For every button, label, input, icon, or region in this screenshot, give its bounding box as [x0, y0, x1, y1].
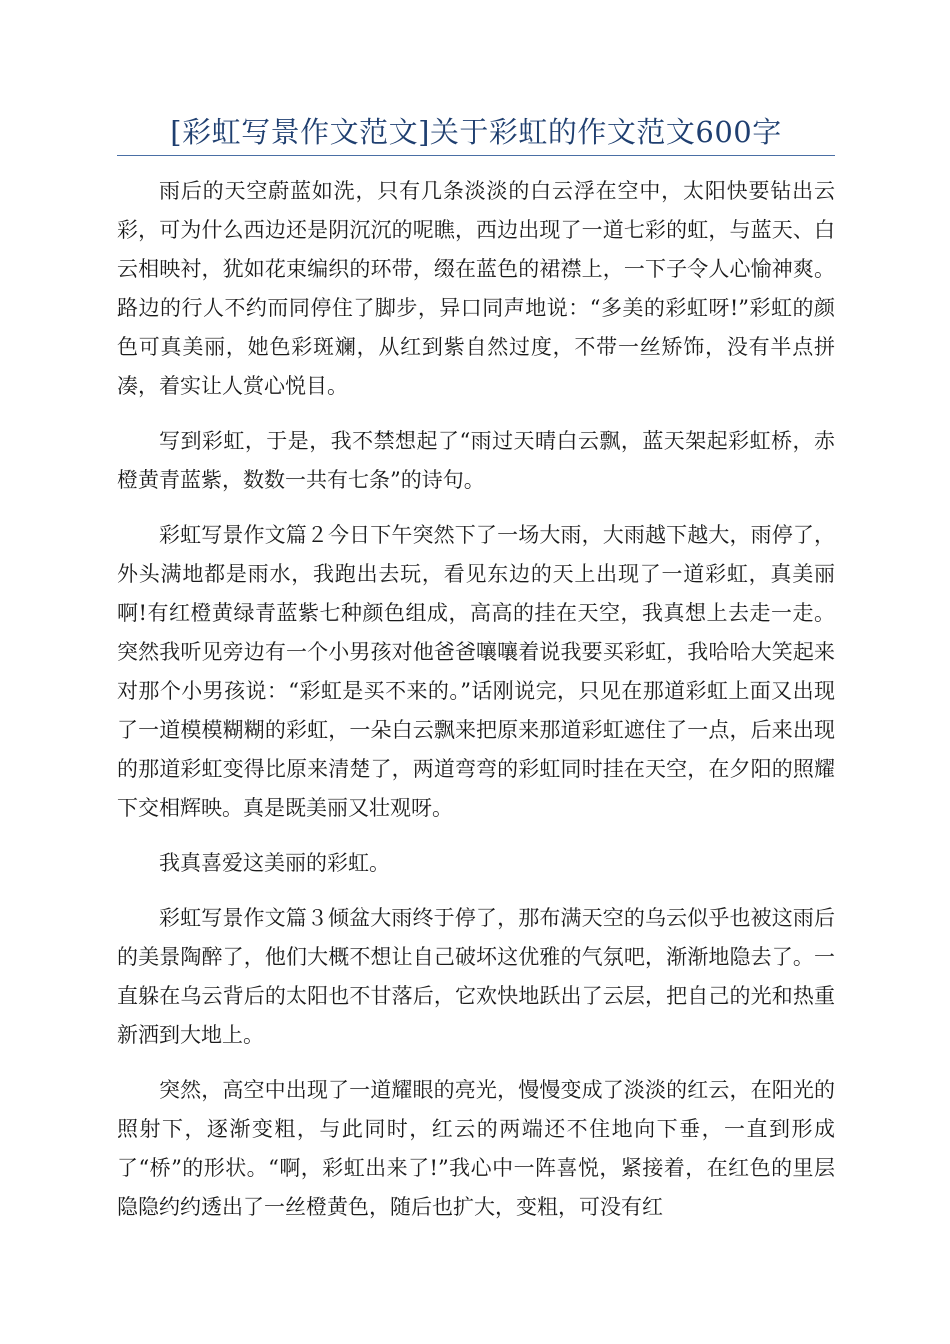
document-title: [彩虹写景作文范文]关于彩虹的作文范文600字 — [170, 115, 782, 149]
document-body — [117, 172, 835, 1243]
paragraph-5: 彩虹写景作文篇３倾盆大雨终于停了，那布满天空的乌云似乎也被这雨后的美景陶醉了，他们大概不想让自己破坏这优雅的气氛吧，渐渐地隐去了。一直躲在乌云背后的太阳也不甘落后，它欢快地跃出了云层，把自己的光和热重新洒到大地上。 — [117, 906, 835, 1047]
paragraph-4: 我真喜爱这美丽的彩虹。 — [159, 851, 390, 875]
paragraph-6: 突然，高空中出现了一道耀眼的亮光，慢慢变成了淡淡的红云，在阳光的照射下，逐渐变粗，与此同时，红云的两端还不住地向下垂，一直到形成了“桥”的形状。“啊，彩虹出来了!”我心中一阵喜悦，紧接着，在红色的里层隐隐约约透出了一丝橙黄色，随后也扩大，变粗，可没有红 — [117, 1078, 835, 1219]
title-underline — [117, 155, 835, 156]
paragraph-2: 写到彩虹，于是，我不禁想起了“雨过天晴白云飘，蓝天架起彩虹桥，赤橙黄青蓝紫，数数一共有七条”的诗句。 — [117, 429, 835, 492]
paragraph-3: 彩虹写景作文篇２今日下午突然下了一场大雨，大雨越下越大，雨停了，外头满地都是雨水，我跑出去玩，看见东边的天上出现了一道彩虹，真美丽啊!有红橙黄绿青蓝紫七种颜色组成，高高的挂在天空，我真想上去走一走。突然我听见旁边有一个小男孩对他爸爸嚷嚷着说我要买彩虹，我哈哈大笑起来对那个小男孩说：“彩虹是买不来的。”话刚说完，只见在那道彩虹上面又出现了一道模模糊糊的彩虹，一朵白云飘来把原来那道彩虹遮住了一点，后来出现的那道彩虹变得比原来清楚了，两道弯弯的彩虹同时挂在天空，在夕阳的照耀下交相辉映。真是既美丽又壮观呀。 — [117, 523, 835, 820]
paragraph-1: 雨后的天空蔚蓝如洗，只有几条淡淡的白云浮在空中，太阳快要钻出云彩，可为什么西边还是阴沉沉的呢瞧，西边出现了一道七彩的虹，与蓝天、白云相映衬，犹如花束编织的环带，缀在蓝色的裙襟上，一下子令人心愉神爽。路边的行人不约而同停住了脚步，异口同声地说：“多美的彩虹呀!”彩虹的颜色可真美丽，她色彩斑斓，从红到紫自然过度，不带一丝矫饰，没有半点拼凑，着实让人赏心悦目。 — [117, 179, 835, 398]
